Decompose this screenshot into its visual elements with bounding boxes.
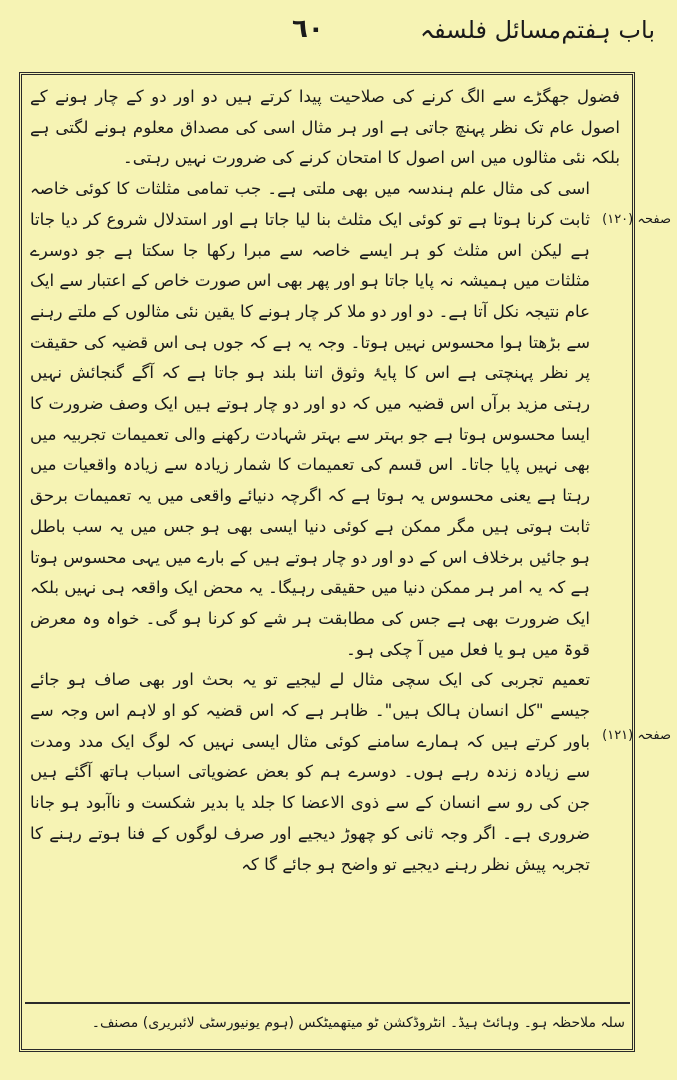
margin-note: صفحہ (١٢١) <box>602 728 671 743</box>
page-header <box>0 8 677 48</box>
paragraph: تعمیم تجربی کی ایک سچی مثال لے لیجیے تو یہ بحث اور بھی صاف ہو جائے جیسے "کل انسان ہالک ہیں"۔ ظاہر ہے کہ اس قضیہ کو او لاہم اس وجہ سے باور کرتے ہیں کہ ہمارے سامنے کوئی مثال ایسی نہیں کہ لوگ ایک مدد ومدت سے زیادہ زندہ رہے ہوں۔ دوسرے ہم کو بعض عضویاتی اسباب ہاتھ آگئے ہیں جن کی رو سے انسان کے سے ذوی الاعضا کا جلد یا بدیر شکست و ناآبود ہو جانا ضروری ہے۔ اگر وجہ ثانی کو چھوڑ دیجیے اور صرف لوگوں کے فنا ہوتے رہنے کا تجربہ پیش نظر رہنے دیجیے تو واضح ہو جائے گا کہ <box>30 670 590 874</box>
paragraph: فضول جھگڑے سے الگ کرنے کی صلاحیت پیدا کرتے ہیں دو اور دو کے چار ہونے کے اصول عام تک نظر پہنچ جاتی ہے اور ہر مثال اسی کی مصداق معلوم ہونے لگتی ہے بلکہ نئی مثالوں میں اس اصول کا امتحان کرنے کی ضرورت نہیں رہتی۔ <box>30 87 620 168</box>
footnote-divider <box>25 1002 630 1004</box>
paragraph: اسی کی مثال علم ہندسہ میں بھی ملتی ہے۔ جب تمامی مثلثات کا کوئی خاصہ ثابت کرنا ہوتا ہے تو کوئی ایک مثلث بنا لیا جاتا ہے اور استدلال شروع کر دیا جاتا ہے لیکن اس مثلث کو ہر ایسے خاصہ سے مبرا رکھا جا سکتا ہے جو دوسرے مثلثات میں ہمیشہ نہ پایا جاتا ہو اور پھر بھی اس صورت خاص کے اعتبار سے ایک عام نتیجہ نکل آتا ہے۔ دو اور دو ملا کر چار ہونے کا یقین نئی مثالوں کے ملتے رہنے سے بڑھتا ہوا محسوس نہیں ہوتا۔ وجہ یہ ہے کہ جوں ہی اس قضیہ کی حقیقت پر نظر پہنچتی ہے اس کا پایۂ وثوق اتنا بلند ہو جاتا ہے کہ آگے گنجائش نہیں رہتی مزید برآں اس قضیہ میں کہ دو اور دو چار ہوتے ہیں ایک وصف ضرورت کا ایسا محسوس ہوتا ہے جو بہتر سے بہتر شہادت رکھنے والی تعمیمات تجربیہ میں بھی نہیں پایا جاتا۔ اس قسم کی تعمیمات کا شمار زیادہ سے زیادہ واقعیات میں رہتا ہے یعنی محسوس یہ ہوتا ہے کہ اگرچہ دنیائے واقعی میں یہ تعمیمات برحق ثابت ہوتی ہیں مگر ممکن ہے کوئی دنیا ایسی بھی ہو جس میں یہ سب باطل ہو جائیں برخلاف اس کے دو اور دو چار ہوتے ہیں کے بارے میں یہی محسوس ہوتا ہے کہ یہ امر ہر ممکن دنیا میں حقیقی رہیگا۔ یہ محض ایک واقعہ ہی نہیں بلکہ ایک ضرورت بھی ہے جس کی مطابقت ہر شے کو کرنا ہو گی۔ خواہ وہ معرض قوۃ میں ہو یا فعل میں آ چکی ہو۔ <box>30 179 590 659</box>
margin-note: صفحہ (١٢٠) <box>602 212 671 227</box>
book-title: مسائل فلسفہ <box>420 16 562 44</box>
chapter-heading: باب ہفتم <box>561 16 655 44</box>
footnote: سلہ ملاحظہ ہو۔ وہائٹ ہیڈ۔ انٹروڈکشن ٹو میتھمیٹکس (ہوم یونیورسٹی لائبریری) مصنف۔ <box>91 1015 625 1031</box>
page-number: ٦٠ <box>292 14 324 44</box>
main-text <box>30 82 620 880</box>
